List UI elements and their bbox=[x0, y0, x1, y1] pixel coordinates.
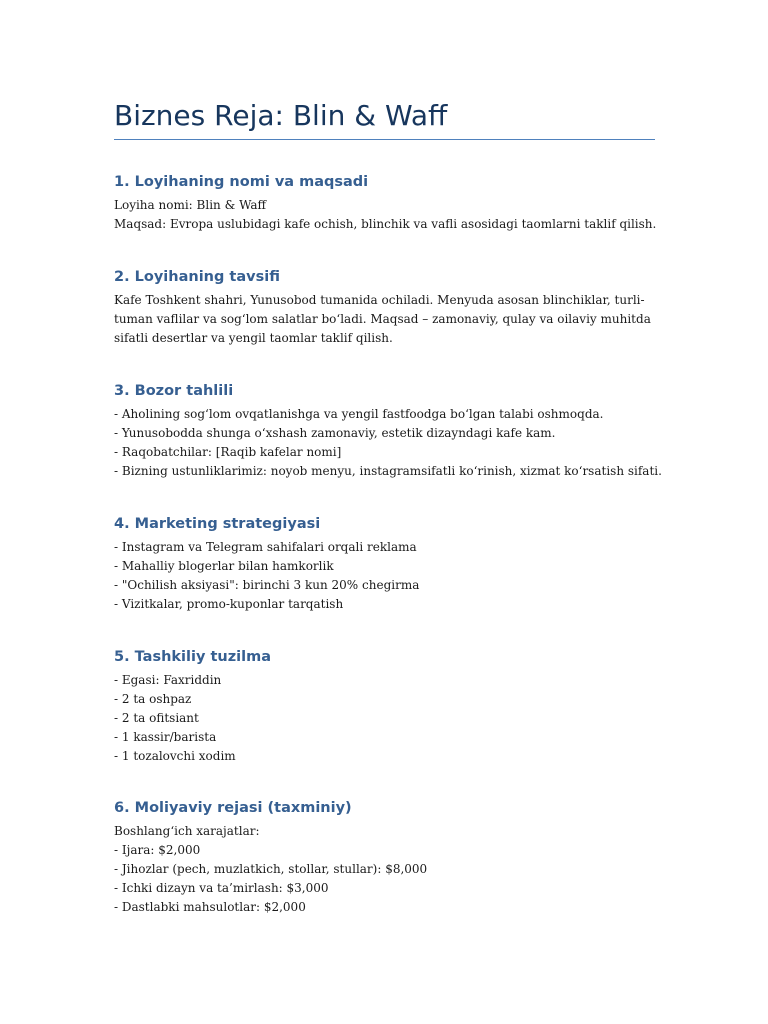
section-heading: 4. Marketing strategiyasi bbox=[114, 516, 321, 532]
section-project-description bbox=[114, 267, 655, 348]
list-item: - 2 ta ofitsiant bbox=[114, 711, 199, 725]
section-organizational-structure bbox=[114, 647, 655, 766]
list-item: - 1 tozalovchi xodim bbox=[114, 749, 236, 763]
list-item: - Bizning ustunliklarimiz: noyob menyu, instagramsifatli ko‘rinish, xizmat ko‘rsatish sifati. bbox=[114, 464, 662, 478]
list-item: - 1 kassir/barista bbox=[114, 730, 217, 744]
list-item: - Dastlabki mahsulotlar: $2,000 bbox=[114, 900, 306, 914]
section-heading: 2. Loyihaning tavsifi bbox=[114, 269, 280, 285]
list-item: - Jihozlar (pech, muzlatkich, stollar, stullar): $8,000 bbox=[114, 862, 428, 876]
document-title: Biznes Reja: Blin & Waff bbox=[114, 99, 448, 132]
list-item: - Mahalliy blogerlar bilan hamkorlik bbox=[114, 559, 334, 573]
list-item: - 2 ta oshpaz bbox=[114, 692, 192, 706]
section-heading: 6. Moliyaviy rejasi (taxminiy) bbox=[114, 800, 352, 816]
section-project-name bbox=[114, 172, 655, 234]
list-item: - Ijara: $2,000 bbox=[114, 843, 201, 857]
list-item: - Raqobatchilar: [Raqib kafelar nomi] bbox=[114, 445, 342, 459]
list-item: - Instagram va Telegram sahifalari orqali reklama bbox=[114, 540, 417, 554]
list-item: - Vizitkalar, promo-kuponlar tarqatish bbox=[114, 597, 344, 611]
section-marketing-strategy bbox=[114, 514, 655, 614]
list-item: - Aholining sog‘lom ovqatlanishga va yengil fastfoodga bo‘lgan talabi oshmoqda. bbox=[114, 407, 604, 421]
text-line: tuman vaflilar va sog‘lom salatlar bo‘ladi. Maqsad – zamonaviy, qulay va oilaviy muhitda bbox=[114, 312, 651, 326]
section-market-analysis bbox=[114, 381, 662, 481]
text-line: Boshlang‘ich xarajatlar: bbox=[114, 824, 260, 838]
list-item: - Egasi: Faxriddin bbox=[114, 673, 222, 687]
section-heading: 3. Bozor tahlili bbox=[114, 383, 234, 399]
list-item: - "Ochilish aksiyasi": birinchi 3 kun 20% chegirma bbox=[114, 578, 420, 592]
text-line: sifatli desertlar va yengil taomlar taklif qilish. bbox=[114, 331, 393, 345]
section-heading: 5. Tashkiliy tuzilma bbox=[114, 649, 271, 665]
text-line: Kafe Toshkent shahri, Yunusobod tumanida ochiladi. Menyuda asosan blinchiklar, turli- bbox=[114, 293, 645, 307]
section-heading: 1. Loyihaning nomi va maqsadi bbox=[114, 174, 369, 190]
title-divider bbox=[114, 139, 655, 140]
text-line: Maqsad: Evropa uslubidagi kafe ochish, blinchik va vafli asosidagi taomlarni taklif qilish. bbox=[114, 217, 657, 231]
list-item: - Ichki dizayn va ta’mirlash: $3,000 bbox=[114, 881, 329, 895]
text-line: Loyiha nomi: Blin & Waff bbox=[114, 198, 267, 212]
list-item: - Yunusobodda shunga o‘xshash zamonaviy, estetik dizayndagi kafe kam. bbox=[114, 426, 556, 440]
section-financial-plan bbox=[114, 798, 655, 917]
